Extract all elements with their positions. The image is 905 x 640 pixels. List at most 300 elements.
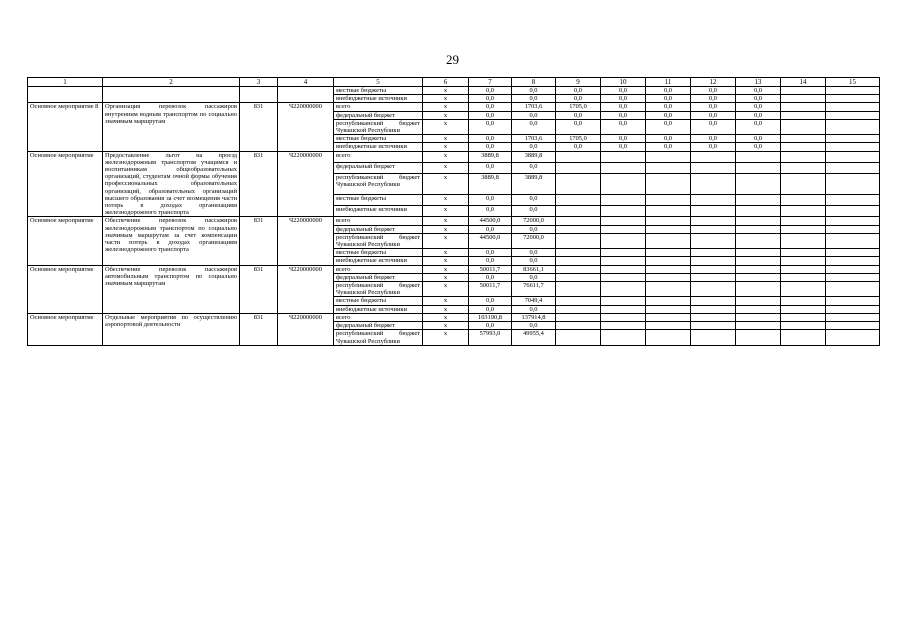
col6-value: х <box>423 330 469 345</box>
empty-cell <box>826 95 880 103</box>
empty-cell <box>826 103 880 111</box>
funding-source: местные бюджеты <box>334 249 423 257</box>
empty-cell <box>781 313 826 321</box>
amount-cell <box>601 305 646 313</box>
amount-cell <box>691 313 736 321</box>
amount-cell <box>556 217 601 225</box>
col6-value: х <box>423 313 469 321</box>
amount-cell <box>556 322 601 330</box>
column-number: 11 <box>646 78 691 87</box>
measure-type: Основное мероприятие <box>28 217 103 265</box>
col6-value: х <box>423 111 469 119</box>
amount-cell <box>691 273 736 281</box>
column-number: 6 <box>423 78 469 87</box>
empty-cell <box>826 135 880 143</box>
measure-type: Основное мероприятие <box>28 313 103 345</box>
column-number: 2 <box>103 78 240 87</box>
amount-cell: 0,0 <box>469 322 512 330</box>
amount-cell: 0,0 <box>556 143 601 151</box>
funding-source: республиканский бюджет Чувашской Республики <box>334 174 423 195</box>
amount-cell <box>691 233 736 248</box>
col6-value: х <box>423 297 469 305</box>
funding-source: федеральный бюджет <box>334 162 423 173</box>
empty-cell <box>781 111 826 119</box>
amount-cell: 0,0 <box>512 195 556 206</box>
empty-cell <box>781 225 826 233</box>
funding-source: всего <box>334 103 423 111</box>
amount-cell <box>736 249 781 257</box>
funding-source: федеральный бюджет <box>334 273 423 281</box>
col6-value: х <box>423 233 469 248</box>
amount-cell <box>556 282 601 297</box>
amount-cell: 0,0 <box>691 87 736 95</box>
amount-cell: 0,0 <box>601 87 646 95</box>
measure-type: Основное мероприятие <box>28 265 103 313</box>
amount-cell <box>736 206 781 217</box>
amount-cell: 72000,0 <box>512 217 556 225</box>
amount-cell: 0,0 <box>512 143 556 151</box>
empty-cell <box>278 87 334 103</box>
amount-cell <box>691 257 736 265</box>
amount-cell: 0,0 <box>512 322 556 330</box>
amount-cell: 0,0 <box>469 135 512 143</box>
funding-source: республиканский бюджет Чувашской Республики <box>334 330 423 345</box>
amount-cell: 0,0 <box>646 95 691 103</box>
empty-cell <box>781 322 826 330</box>
amount-cell <box>736 257 781 265</box>
column-number: 1 <box>28 78 103 87</box>
amount-cell <box>556 249 601 257</box>
amount-cell <box>646 322 691 330</box>
amount-cell: 1705,0 <box>556 135 601 143</box>
amount-cell: 0,0 <box>601 103 646 111</box>
col6-value: х <box>423 322 469 330</box>
amount-cell: 0,0 <box>512 305 556 313</box>
col6-value: х <box>423 282 469 297</box>
amount-cell <box>646 305 691 313</box>
amount-cell: 76611,7 <box>512 282 556 297</box>
col6-value: х <box>423 174 469 195</box>
amount-cell <box>556 174 601 195</box>
amount-cell: 0,0 <box>646 143 691 151</box>
amount-cell <box>556 206 601 217</box>
amount-cell <box>691 151 736 162</box>
amount-cell: 3889,8 <box>469 151 512 162</box>
empty-cell <box>781 282 826 297</box>
empty-cell <box>781 305 826 313</box>
amount-cell <box>646 195 691 206</box>
amount-cell: 0,0 <box>512 162 556 173</box>
col6-value: х <box>423 257 469 265</box>
amount-cell: 0,0 <box>512 249 556 257</box>
col6-value: х <box>423 143 469 151</box>
empty-cell <box>781 233 826 248</box>
amount-cell <box>736 330 781 345</box>
amount-cell <box>691 265 736 273</box>
amount-cell: 0,0 <box>469 103 512 111</box>
amount-cell: 0,0 <box>469 305 512 313</box>
empty-cell <box>781 206 826 217</box>
funding-source: всего <box>334 217 423 225</box>
amount-cell: 7049,4 <box>512 297 556 305</box>
empty-cell <box>826 249 880 257</box>
funding-source: республиканский бюджет Чувашской Республики <box>334 233 423 248</box>
column-number: 7 <box>469 78 512 87</box>
empty-cell <box>826 162 880 173</box>
amount-cell <box>601 265 646 273</box>
amount-cell <box>646 282 691 297</box>
grbs-code: 831 <box>240 151 278 217</box>
funding-source: республиканский бюджет Чувашской Республики <box>334 119 423 134</box>
amount-cell: 3889,8 <box>512 151 556 162</box>
empty-cell <box>781 151 826 162</box>
funding-source: внебюджетные источники <box>334 143 423 151</box>
amount-cell: 0,0 <box>469 119 512 134</box>
amount-cell <box>601 313 646 321</box>
col6-value: х <box>423 87 469 95</box>
amount-cell: 0,0 <box>469 297 512 305</box>
amount-cell <box>691 174 736 195</box>
empty-cell <box>826 174 880 195</box>
amount-cell: 3889,8 <box>469 174 512 195</box>
amount-cell <box>736 265 781 273</box>
empty-cell <box>781 119 826 134</box>
amount-cell <box>556 257 601 265</box>
amount-cell <box>646 265 691 273</box>
amount-cell: 0,0 <box>601 95 646 103</box>
amount-cell <box>646 313 691 321</box>
amount-cell: 0,0 <box>469 206 512 217</box>
amount-cell: 0,0 <box>512 206 556 217</box>
budget-code: Ч220000000 <box>278 217 334 265</box>
amount-cell <box>556 313 601 321</box>
empty-cell <box>826 297 880 305</box>
column-number: 9 <box>556 78 601 87</box>
amount-cell <box>691 330 736 345</box>
amount-cell <box>646 233 691 248</box>
amount-cell <box>736 273 781 281</box>
amount-cell: 0,0 <box>691 95 736 103</box>
measure-row <box>28 151 880 162</box>
amount-cell <box>646 330 691 345</box>
grbs-code: 831 <box>240 217 278 265</box>
empty-cell <box>826 330 880 345</box>
amount-cell: 1703,6 <box>512 103 556 111</box>
amount-cell <box>691 297 736 305</box>
amount-cell <box>601 330 646 345</box>
grbs-code: 831 <box>240 103 278 151</box>
amount-cell: 0,0 <box>469 225 512 233</box>
amount-cell <box>691 162 736 173</box>
amount-cell: 137914,8 <box>512 313 556 321</box>
amount-cell <box>601 162 646 173</box>
funding-source: внебюджетные источники <box>334 257 423 265</box>
amount-cell <box>646 225 691 233</box>
column-number: 3 <box>240 78 278 87</box>
amount-cell <box>646 217 691 225</box>
col6-value: х <box>423 305 469 313</box>
empty-cell <box>781 330 826 345</box>
amount-cell <box>601 195 646 206</box>
col6-value: х <box>423 135 469 143</box>
funding-source: местные бюджеты <box>334 135 423 143</box>
amount-cell <box>601 151 646 162</box>
amount-cell <box>601 206 646 217</box>
amount-cell <box>691 206 736 217</box>
amount-cell: 50011,7 <box>469 282 512 297</box>
amount-cell <box>646 297 691 305</box>
measure-row <box>28 103 880 111</box>
empty-cell <box>781 217 826 225</box>
col6-value: х <box>423 217 469 225</box>
amount-cell: 0,0 <box>691 135 736 143</box>
amount-cell <box>601 282 646 297</box>
empty-cell <box>781 249 826 257</box>
amount-cell: 0,0 <box>556 111 601 119</box>
amount-cell: 1703,6 <box>512 135 556 143</box>
empty-cell <box>826 233 880 248</box>
amount-cell <box>646 249 691 257</box>
empty-cell <box>781 257 826 265</box>
column-number: 12 <box>691 78 736 87</box>
amount-cell: 0,0 <box>512 87 556 95</box>
funding-source: местные бюджеты <box>334 195 423 206</box>
amount-cell: 0,0 <box>691 143 736 151</box>
amount-cell <box>736 322 781 330</box>
column-number: 14 <box>781 78 826 87</box>
budget-code: Ч220000000 <box>278 103 334 151</box>
financing-table <box>27 77 880 346</box>
amount-cell: 0,0 <box>601 143 646 151</box>
amount-cell <box>691 217 736 225</box>
funding-source: всего <box>334 265 423 273</box>
amount-cell: 0,0 <box>469 143 512 151</box>
empty-cell <box>826 217 880 225</box>
amount-cell <box>691 305 736 313</box>
amount-cell: 0,0 <box>469 111 512 119</box>
col6-value: х <box>423 249 469 257</box>
amount-cell: 0,0 <box>469 162 512 173</box>
empty-cell <box>826 305 880 313</box>
funding-source: внебюджетные источники <box>334 206 423 217</box>
empty-cell <box>28 87 103 103</box>
amount-cell: 0,0 <box>646 103 691 111</box>
amount-cell: 1705,0 <box>556 103 601 111</box>
amount-cell <box>736 282 781 297</box>
amount-cell <box>556 151 601 162</box>
measure-name: Обеспечение перевозок пассажиров железнодорожным транспортом по социально значимым маршрутам за счет компенсации части потерь в доходах организациям железнодорожного транспорта <box>103 217 240 265</box>
col6-value: х <box>423 103 469 111</box>
amount-cell <box>556 273 601 281</box>
empty-cell <box>826 151 880 162</box>
funding-source: местные бюджеты <box>334 87 423 95</box>
amount-cell: 50011,7 <box>469 265 512 273</box>
amount-cell <box>736 151 781 162</box>
amount-cell: 0,0 <box>469 87 512 95</box>
empty-cell <box>781 297 826 305</box>
amount-cell: 0,0 <box>736 135 781 143</box>
amount-cell <box>646 206 691 217</box>
empty-cell <box>826 313 880 321</box>
empty-cell <box>826 206 880 217</box>
amount-cell <box>601 297 646 305</box>
amount-cell: 72000,0 <box>512 233 556 248</box>
empty-cell <box>781 135 826 143</box>
amount-cell <box>691 195 736 206</box>
empty-cell <box>781 87 826 95</box>
amount-cell <box>736 217 781 225</box>
amount-cell <box>556 195 601 206</box>
col6-value: х <box>423 273 469 281</box>
amount-cell <box>736 297 781 305</box>
amount-cell <box>556 330 601 345</box>
funding-source: внебюджетные источники <box>334 95 423 103</box>
amount-cell <box>691 322 736 330</box>
amount-cell: 44500,0 <box>469 233 512 248</box>
amount-cell <box>646 273 691 281</box>
amount-cell: 0,0 <box>512 273 556 281</box>
amount-cell <box>601 174 646 195</box>
amount-cell: 0,0 <box>601 111 646 119</box>
amount-cell <box>556 233 601 248</box>
empty-cell <box>826 257 880 265</box>
empty-cell <box>826 225 880 233</box>
amount-cell <box>736 174 781 195</box>
empty-cell <box>781 103 826 111</box>
empty-cell <box>826 282 880 297</box>
amount-cell <box>646 257 691 265</box>
funding-source: всего <box>334 313 423 321</box>
amount-cell: 0,0 <box>556 95 601 103</box>
amount-cell: 0,0 <box>512 95 556 103</box>
amount-cell <box>736 195 781 206</box>
amount-cell: 0,0 <box>469 249 512 257</box>
amount-cell <box>556 162 601 173</box>
amount-cell: 44500,0 <box>469 217 512 225</box>
measure-row <box>28 313 880 321</box>
amount-cell: 0,0 <box>469 257 512 265</box>
col6-value: х <box>423 225 469 233</box>
empty-cell <box>781 162 826 173</box>
amount-cell <box>601 233 646 248</box>
amount-cell: 0,0 <box>601 135 646 143</box>
grbs-code: 831 <box>240 265 278 313</box>
column-number: 4 <box>278 78 334 87</box>
amount-cell: 0,0 <box>736 103 781 111</box>
funding-source: федеральный бюджет <box>334 225 423 233</box>
amount-cell: 49955,4 <box>512 330 556 345</box>
page-number: 29 <box>446 52 459 67</box>
amount-cell: 0,0 <box>512 225 556 233</box>
amount-cell: 0,0 <box>512 111 556 119</box>
empty-cell <box>781 174 826 195</box>
amount-cell: 0,0 <box>469 273 512 281</box>
col6-value: х <box>423 151 469 162</box>
measure-type: Основное мероприятие 8 <box>28 103 103 151</box>
empty-cell <box>826 273 880 281</box>
amount-cell <box>601 322 646 330</box>
amount-cell <box>601 225 646 233</box>
amount-cell <box>736 233 781 248</box>
column-number: 10 <box>601 78 646 87</box>
amount-cell: 0,0 <box>736 119 781 134</box>
amount-cell <box>556 297 601 305</box>
amount-cell: 0,0 <box>736 95 781 103</box>
empty-cell <box>826 111 880 119</box>
amount-cell: 0,0 <box>646 111 691 119</box>
amount-cell <box>556 305 601 313</box>
funding-source: федеральный бюджет <box>334 322 423 330</box>
measure-name: Организация перевозок пассажиров внутренним водным транспортом по социально значимым маршрутам <box>103 103 240 151</box>
amount-cell <box>736 313 781 321</box>
column-number-row <box>28 78 880 87</box>
amount-cell <box>736 162 781 173</box>
amount-cell <box>601 273 646 281</box>
amount-cell: 0,0 <box>556 119 601 134</box>
amount-cell: 0,0 <box>646 135 691 143</box>
amount-cell <box>556 265 601 273</box>
funding-source: внебюджетные источники <box>334 305 423 313</box>
amount-cell <box>646 174 691 195</box>
col6-value: х <box>423 95 469 103</box>
amount-cell: 0,0 <box>646 119 691 134</box>
column-number: 5 <box>334 78 423 87</box>
amount-cell <box>601 249 646 257</box>
empty-cell <box>240 87 278 103</box>
funding-source: республиканский бюджет Чувашской Республики <box>334 282 423 297</box>
col6-value: х <box>423 162 469 173</box>
amount-cell <box>601 217 646 225</box>
amount-cell: 0,0 <box>691 111 736 119</box>
amount-cell: 0,0 <box>691 103 736 111</box>
empty-cell <box>826 322 880 330</box>
amount-cell: 103190,8 <box>469 313 512 321</box>
amount-cell: 0,0 <box>646 87 691 95</box>
funding-source: местные бюджеты <box>334 297 423 305</box>
measure-name: Отдельные мероприятия по осуществлению аэропортовой деятельности <box>103 313 240 345</box>
budget-code: Ч220000000 <box>278 151 334 217</box>
amount-cell: 0,0 <box>469 195 512 206</box>
empty-cell <box>103 87 240 103</box>
continuation-row <box>28 87 880 95</box>
funding-source: федеральный бюджет <box>334 111 423 119</box>
col6-value: х <box>423 195 469 206</box>
amount-cell <box>691 249 736 257</box>
grbs-code: 831 <box>240 313 278 345</box>
measure-type: Основное мероприятие <box>28 151 103 217</box>
funding-source: всего <box>334 151 423 162</box>
amount-cell <box>736 225 781 233</box>
amount-cell <box>556 225 601 233</box>
amount-cell: 0,0 <box>601 119 646 134</box>
measure-name: Предоставление льгот на проезд железнодорожным транспортом учащимся и воспитанникам общеобразовательных организаций, студентам очной формы обучения профессиональных образовательных организаций, образовательных организаций высшего образования за счет возмещения части потерь в доходах организациям железнодорожного транспорта <box>103 151 240 217</box>
col6-value: х <box>423 119 469 134</box>
budget-code: Ч220000000 <box>278 265 334 313</box>
amount-cell: 0,0 <box>556 87 601 95</box>
amount-cell <box>601 257 646 265</box>
col6-value: х <box>423 265 469 273</box>
column-number: 13 <box>736 78 781 87</box>
empty-cell <box>826 119 880 134</box>
col6-value: х <box>423 206 469 217</box>
empty-cell <box>781 265 826 273</box>
measure-name: Обеспечение перевозок пассажиров автомобильным транспортом по социально значимым маршрутам <box>103 265 240 313</box>
amount-cell: 0,0 <box>736 143 781 151</box>
budget-code: Ч220000000 <box>278 313 334 345</box>
amount-cell: 0,0 <box>512 257 556 265</box>
column-number: 8 <box>512 78 556 87</box>
amount-cell: 0,0 <box>469 95 512 103</box>
